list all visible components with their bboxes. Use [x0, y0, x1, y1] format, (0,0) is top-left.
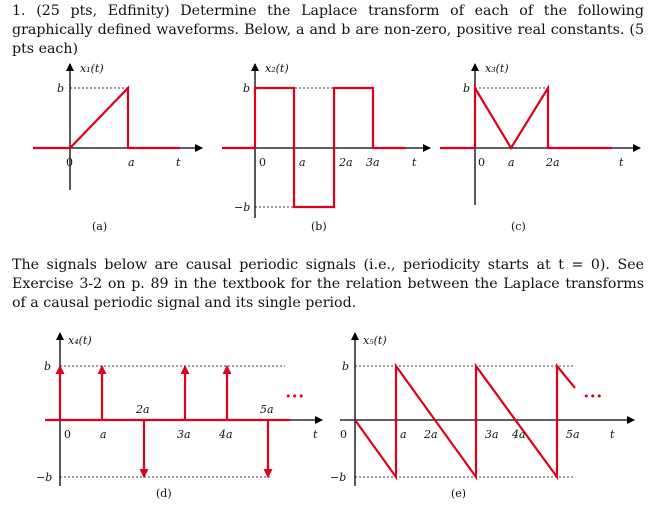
neg-b-tick-label: −b	[330, 471, 347, 484]
continuation-ellipsis: •••	[285, 390, 305, 403]
neg-b-tick-label: −b	[234, 201, 251, 214]
3a-tick-label: 3a	[485, 428, 499, 441]
y-axis-label: x₄(t)	[68, 334, 92, 347]
b-tick-label: b	[57, 82, 65, 95]
figure-e	[330, 333, 634, 500]
a-tick-label: a	[400, 428, 407, 441]
5a-tick-label: 5a	[260, 403, 274, 416]
4a-tick-label: 4a	[219, 428, 233, 441]
5a-tick-label: 5a	[566, 428, 580, 441]
caption-e: (e)	[451, 487, 467, 500]
a-tick-label: a	[508, 156, 515, 169]
origin-label: 0	[64, 428, 71, 441]
b-tick-label: b	[463, 82, 471, 95]
figure-c	[440, 62, 640, 233]
x1-signal	[33, 88, 180, 148]
x3-signal	[440, 88, 612, 148]
x5-signal	[355, 366, 575, 477]
t-axis-label: t	[619, 156, 624, 169]
3a-tick-label: 3a	[177, 428, 191, 441]
y-axis-label: x₅(t)	[363, 334, 387, 347]
continuation-ellipsis: •••	[583, 390, 603, 403]
2a-tick-label: 2a	[136, 403, 150, 416]
3a-tick-label: 3a	[366, 156, 380, 169]
t-axis-label: t	[412, 156, 417, 169]
t-axis-label: t	[313, 428, 318, 441]
4a-tick-label: 4a	[512, 428, 526, 441]
caption-d: (d)	[156, 487, 172, 500]
origin-label: 0	[340, 428, 347, 441]
origin-label: 0	[478, 156, 485, 169]
neg-b-tick-label: −b	[36, 471, 53, 484]
problem-intro: 1. (25 pts, Edfinity) Determine the Laplace transform of each of the following graphically defined waveforms. Below, a and b are non-zero, positive real constants. (5 pts each)	[12, 3, 644, 57]
b-tick-label: b	[342, 360, 350, 373]
y-axis-label: x₁(t)	[80, 62, 104, 75]
origin-label: 0	[259, 156, 266, 169]
figure-d	[36, 333, 322, 500]
b-tick-label: b	[243, 82, 251, 95]
t-axis-label: t	[610, 428, 615, 441]
caption-c: (c)	[511, 220, 526, 233]
a-tick-label: a	[299, 156, 306, 169]
a-tick-label: a	[128, 156, 135, 169]
caption-a: (a)	[92, 220, 108, 233]
y-axis-label: x₃(t)	[485, 62, 509, 75]
a-tick-label: a	[100, 428, 107, 441]
2a-tick-label: 2a	[339, 156, 353, 169]
caption-b: (b)	[311, 220, 327, 233]
figure-b	[222, 62, 430, 233]
periodic-signals-intro: The signals below are causal periodic signals (i.e., periodicity starts at t = 0). See Exercise 3-2 on p. 89 in the textbook for the relation between the Laplace transforms of a causal periodic signal and its single period.	[12, 257, 644, 311]
2a-tick-label: 2a	[546, 156, 560, 169]
t-axis-label: t	[176, 156, 181, 169]
y-axis-label: x₂(t)	[265, 62, 289, 75]
figure-a	[33, 62, 202, 233]
b-tick-label: b	[44, 360, 52, 373]
origin-label: 0	[66, 156, 73, 169]
2a-tick-label: 2a	[424, 428, 438, 441]
